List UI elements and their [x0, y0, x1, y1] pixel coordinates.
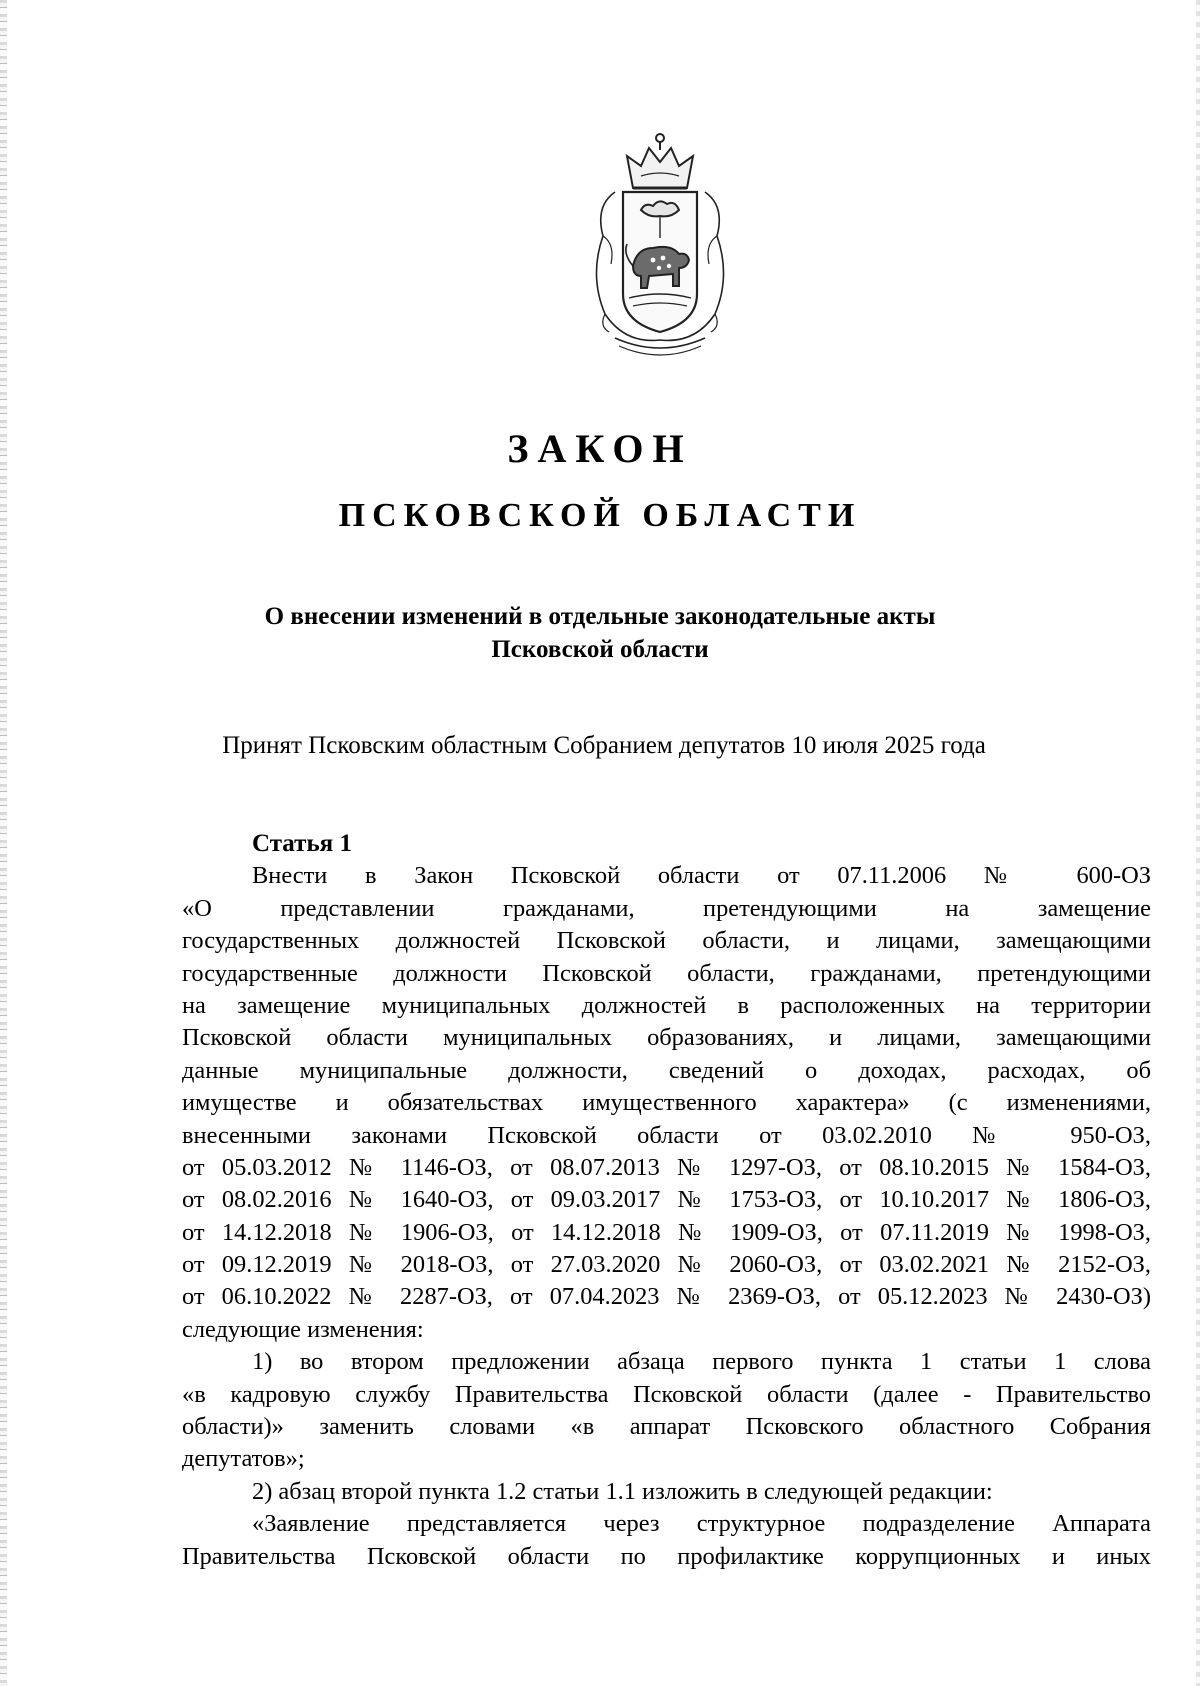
text-line: внесенными законами Псковской области от 03.02.2010 № 950-ОЗ, [182, 1121, 1151, 1149]
scan-edge-left [0, 0, 7, 1686]
text-line: 2) абзац второй пункта 1.2 статьи 1.1 изложить в следующей редакции: [252, 1477, 993, 1505]
article-heading: Статья 1 [252, 830, 352, 857]
text-line: на замещение муниципальных должностей в расположенных на территории [182, 991, 1151, 1019]
text-line: имуществе и обязательствах имущественного характера» (с изменениями, [182, 1089, 1151, 1117]
text-line: государственных должностей Псковской области, и лицами, замещающими [182, 927, 1151, 955]
text-line: Правительства Псковской области по профилактике коррупционных и иных [182, 1542, 1151, 1570]
text-line: от 09.12.2019 № 2018-ОЗ, от 27.03.2020 № 2060-ОЗ, от 03.02.2021 № 2152-ОЗ, [182, 1251, 1151, 1279]
law-subject-line: О внесении изменений в отдельные законодательные акты [264, 603, 936, 630]
law-subject-line: Псковской области [491, 636, 709, 663]
text-line: Псковской области муниципальных образованиях, и лицами, замещающими [182, 1024, 1151, 1052]
text-line: депутатов»; [182, 1445, 305, 1473]
text-line: от 05.03.2012 № 1146-ОЗ, от 08.07.2013 № 1297-ОЗ, от 08.10.2015 № 1584-ОЗ, [182, 1153, 1151, 1181]
text-line: Внести в Закон Псковской области от 07.11.2006 № 600-ОЗ [252, 862, 1151, 890]
text-line: «в кадровую службу Правительства Псковской области (далее - Правительство [182, 1380, 1151, 1408]
text-line: государственные должности Псковской области, гражданами, претендующими [182, 959, 1151, 987]
adoption-statement: Принят Псковским областным Собранием депутатов 10 июля 2025 года [222, 732, 986, 759]
pskov-coat-of-arms-emblem [575, 126, 745, 362]
scan-edge-right [1196, 0, 1200, 1686]
region-title: ПСКОВСКОЙ ОБЛАСТИ [338, 497, 862, 534]
text-line: от 08.02.2016 № 1640-ОЗ, от 09.03.2017 № 1753-ОЗ, от 10.10.2017 № 1806-ОЗ, [182, 1186, 1151, 1214]
text-line: 1) во втором предложении абзаца первого пункта 1 статьи 1 слова [252, 1348, 1151, 1376]
law-subject [0, 600, 1200, 666]
text-line: «О представлении гражданами, претендующими на замещение [182, 894, 1151, 922]
text-line: от 06.10.2022 № 2287-ОЗ, от 07.04.2023 № 2369-ОЗ, от 05.12.2023 № 2430-ОЗ) [182, 1283, 1151, 1311]
text-line: данные муниципальные должности, сведений о доходах, расходах, об [182, 1056, 1151, 1084]
text-line: области)» заменить словами «в аппарат Псковского областного Собрания [182, 1413, 1151, 1441]
text-line: от 14.12.2018 № 1906-ОЗ, от 14.12.2018 № 1909-ОЗ, от 07.11.2019 № 1998-ОЗ, [182, 1218, 1151, 1246]
text-line: следующие изменения: [182, 1315, 424, 1343]
text-line: «Заявление представляется через структурное подразделение Аппарата [252, 1510, 1151, 1538]
law-title: ЗАКОН [507, 426, 693, 471]
article-body [182, 828, 1151, 1573]
